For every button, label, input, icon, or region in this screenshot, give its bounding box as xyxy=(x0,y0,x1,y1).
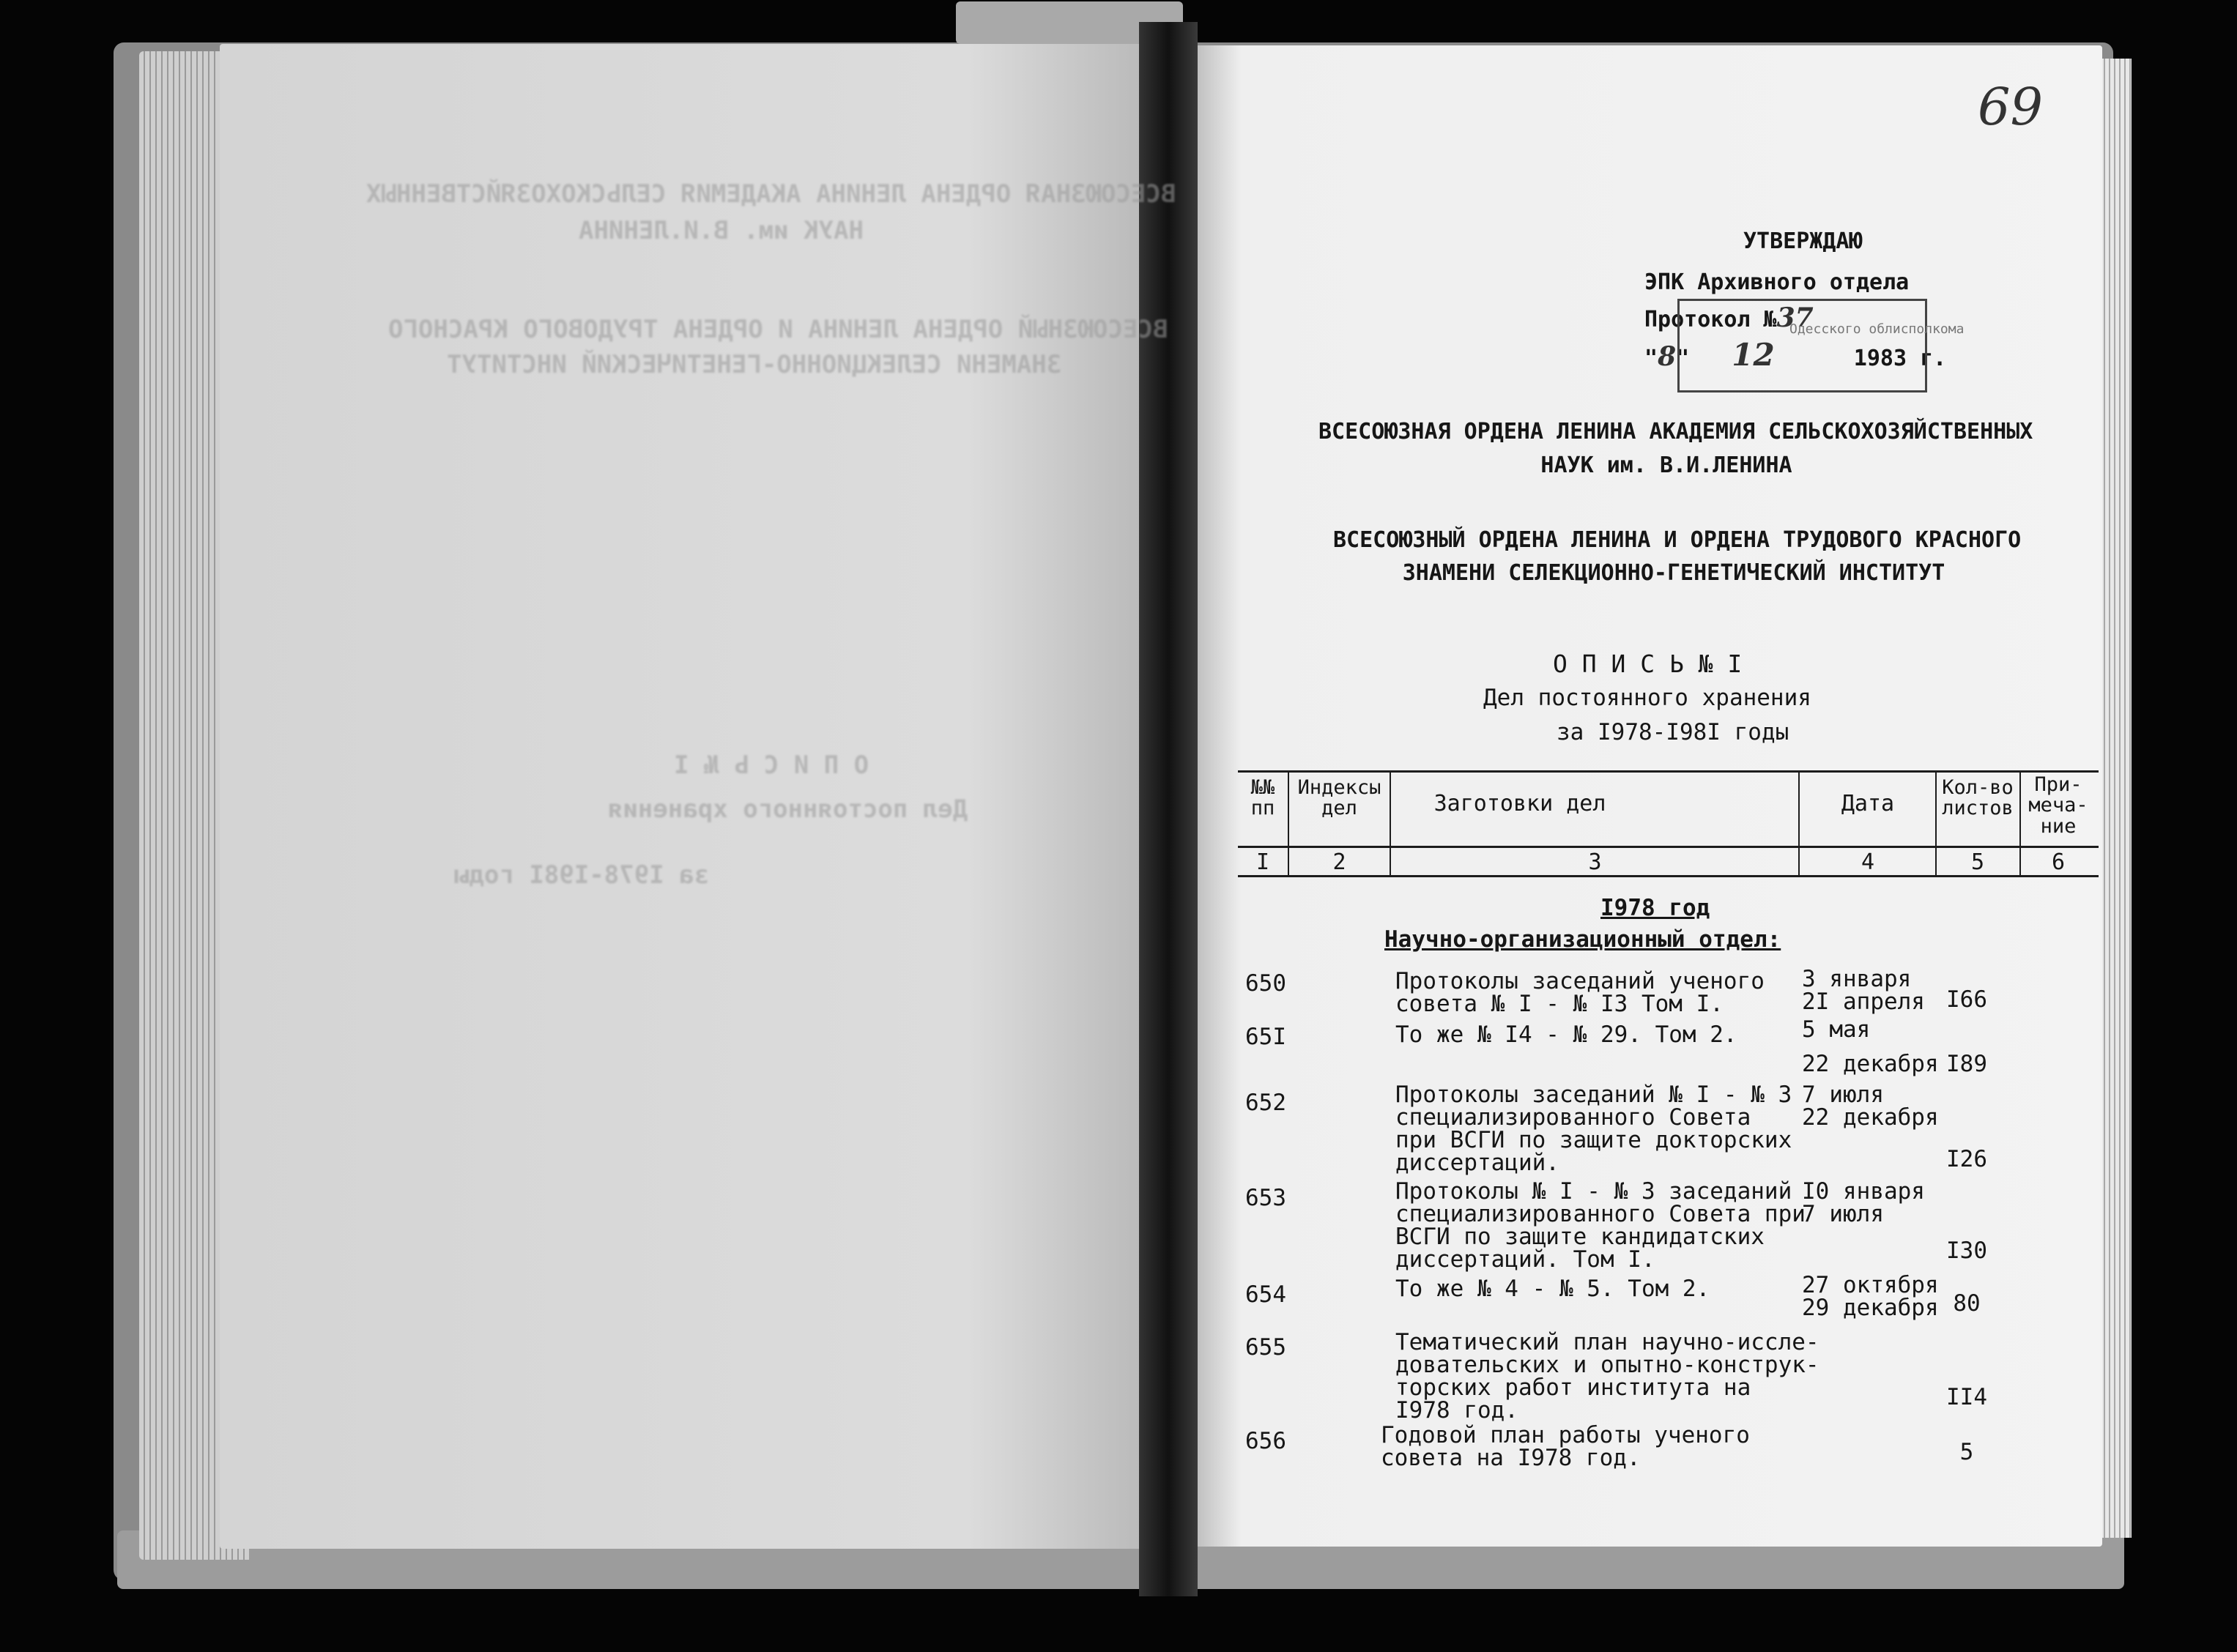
row-date: 5 мая 22 декабря xyxy=(1802,1016,1939,1077)
protocol-number: 37 xyxy=(1776,302,1814,333)
inventory-title: О П И С Ь № I xyxy=(1553,650,1743,678)
handwritten-page-number: 69 xyxy=(1978,77,2044,137)
row-title: Протоколы № I - № 3 заседаний специализированного Совета при ВСГИ по защите кандидатских диссертаций. Том I. xyxy=(1395,1178,1806,1273)
row-sheet-count: I89 xyxy=(1946,1051,1987,1077)
bleed-through-line: О П И С Ь № I xyxy=(674,751,869,780)
protocol-label: Протокол № xyxy=(1644,307,1777,332)
table-divider xyxy=(1798,773,1800,875)
header-number: №№ пп xyxy=(1250,776,1275,820)
row-sheet-count: 5 xyxy=(1959,1439,1974,1465)
row-sheet-count: I26 xyxy=(1946,1146,1987,1172)
table-divider xyxy=(1390,773,1391,875)
header-index: Индексы дел xyxy=(1297,776,1381,820)
org-academy-line1: ВСЕСОЮЗНАЯ ОРДЕНА ЛЕНИНА АКАДЕМИЯ СЕЛЬСКОХОЗЯЙСТВЕННЫХ xyxy=(1318,419,2033,444)
bleed-through-line: за I978-I98I годы xyxy=(454,860,709,890)
approval-month: 12 xyxy=(1732,337,1775,373)
row-title: Тематический план научно-иссле- довательских и опытно-конструк- торских работ института на I978 год. xyxy=(1395,1329,1819,1424)
row-date: I0 января 7 июля xyxy=(1802,1178,1925,1227)
table-colnum-rule xyxy=(1238,875,2099,877)
row-date: 3 января 2I апреля xyxy=(1802,966,1925,1015)
inventory-period: за I978-I98I годы xyxy=(1557,719,1789,745)
table-divider xyxy=(2019,773,2021,875)
row-sheet-count: 80 xyxy=(1953,1290,1981,1317)
row-sheet-count: II4 xyxy=(1946,1384,1987,1410)
row-number: 653 xyxy=(1245,1185,1286,1211)
row-number: 652 xyxy=(1245,1090,1286,1116)
column-number: I xyxy=(1255,849,1270,875)
row-date: 7 июля 22 декабря xyxy=(1802,1082,1939,1131)
date-quote-open: " xyxy=(1644,346,1658,371)
table-top-rule xyxy=(1238,770,2099,773)
row-sheet-count: I66 xyxy=(1946,986,1987,1013)
row-sheet-count: I30 xyxy=(1946,1238,1987,1264)
row-number: 655 xyxy=(1245,1334,1286,1361)
bleed-through-line: ВСЕСОЮЗНЫЙ ОРДЕНА ЛЕНИНА И ОРДЕНА ТРУДОВОГО КРАСНОГО xyxy=(388,315,1168,344)
book-spine xyxy=(1139,22,1198,1596)
column-number: 5 xyxy=(1970,849,1985,875)
table-divider xyxy=(1935,773,1937,875)
row-date: 27 октября 29 декабря xyxy=(1802,1272,1939,1321)
bleed-through-line: ВСЕСОЮЗНАЯ ОРДЕНА ЛЕНИНА АКАДЕМИЯ СЕЛЬСКОХОЗЯЙСТВЕННЫХ xyxy=(366,179,1176,209)
inventory-subtitle: Дел постоянного хранения xyxy=(1483,685,1811,711)
row-title: Протоколы заседаний № I - № 3 специализированного Совета при ВСГИ по защите докторских диссертаций. xyxy=(1395,1082,1792,1176)
header-title: Заготовки дел xyxy=(1433,791,1606,816)
row-number: 650 xyxy=(1245,970,1286,997)
year-heading: I978 год xyxy=(1600,895,1710,921)
row-title: Годовой план работы ученого совета на I978 год. xyxy=(1381,1422,1750,1471)
table-header-rule xyxy=(1238,846,2099,848)
stamp-text: Одесского облисполкома xyxy=(1789,321,1965,337)
org-institute-line2: ЗНАМЕНИ СЕЛЕКЦИОННО-ГЕНЕТИЧЕСКИЙ ИНСТИТУТ xyxy=(1402,560,1945,586)
column-number: 6 xyxy=(2051,849,2066,875)
header-date: Дата xyxy=(1841,791,1895,816)
column-number: 2 xyxy=(1332,849,1346,875)
bleed-through-line: Дел постоянного хранения xyxy=(608,795,968,824)
approval-day: 8 xyxy=(1658,341,1677,372)
header-note: При- меча- ние xyxy=(2028,773,2088,838)
approval-year: 1983 г. xyxy=(1853,346,1947,371)
header-count: Кол-во листов xyxy=(1942,776,2014,820)
table-divider xyxy=(1288,773,1289,875)
row-number: 65I xyxy=(1245,1024,1286,1050)
approval-heading: УТВЕРЖДАЮ xyxy=(1743,228,1863,254)
approval-commission: ЭПК Архивного отдела xyxy=(1644,269,1910,295)
org-academy-line2: НАУК им. В.И.ЛЕНИНА xyxy=(1540,453,1792,478)
row-title: То же № 4 - № 5. Том 2. xyxy=(1395,1276,1710,1302)
archive-stamp xyxy=(1677,299,1965,392)
column-number: 3 xyxy=(1588,849,1602,875)
row-title: То же № I4 - № 29. Том 2. xyxy=(1395,1022,1737,1048)
bleed-through-line: НАУК им. В.И.ЛЕНИНА xyxy=(579,216,864,245)
row-number: 654 xyxy=(1245,1281,1286,1308)
org-institute-line1: ВСЕСОЮЗНЫЙ ОРДЕНА ЛЕНИНА И ОРДЕНА ТРУДОВОГО КРАСНОГО xyxy=(1333,527,2022,553)
row-title: Протоколы заседаний ученого совета № I - № I3 Том I. xyxy=(1395,968,1765,1017)
department-heading: Научно-организационный отдел: xyxy=(1384,926,1781,953)
date-quote-close: " xyxy=(1676,346,1690,371)
bleed-through-line: ЗНАМЕНИ СЕЛЕКЦИОННО-ГЕНЕТИЧЕСКИЙ ИНСТИТУТ xyxy=(447,350,1062,379)
column-number: 4 xyxy=(1861,849,1875,875)
row-number: 656 xyxy=(1245,1428,1286,1454)
